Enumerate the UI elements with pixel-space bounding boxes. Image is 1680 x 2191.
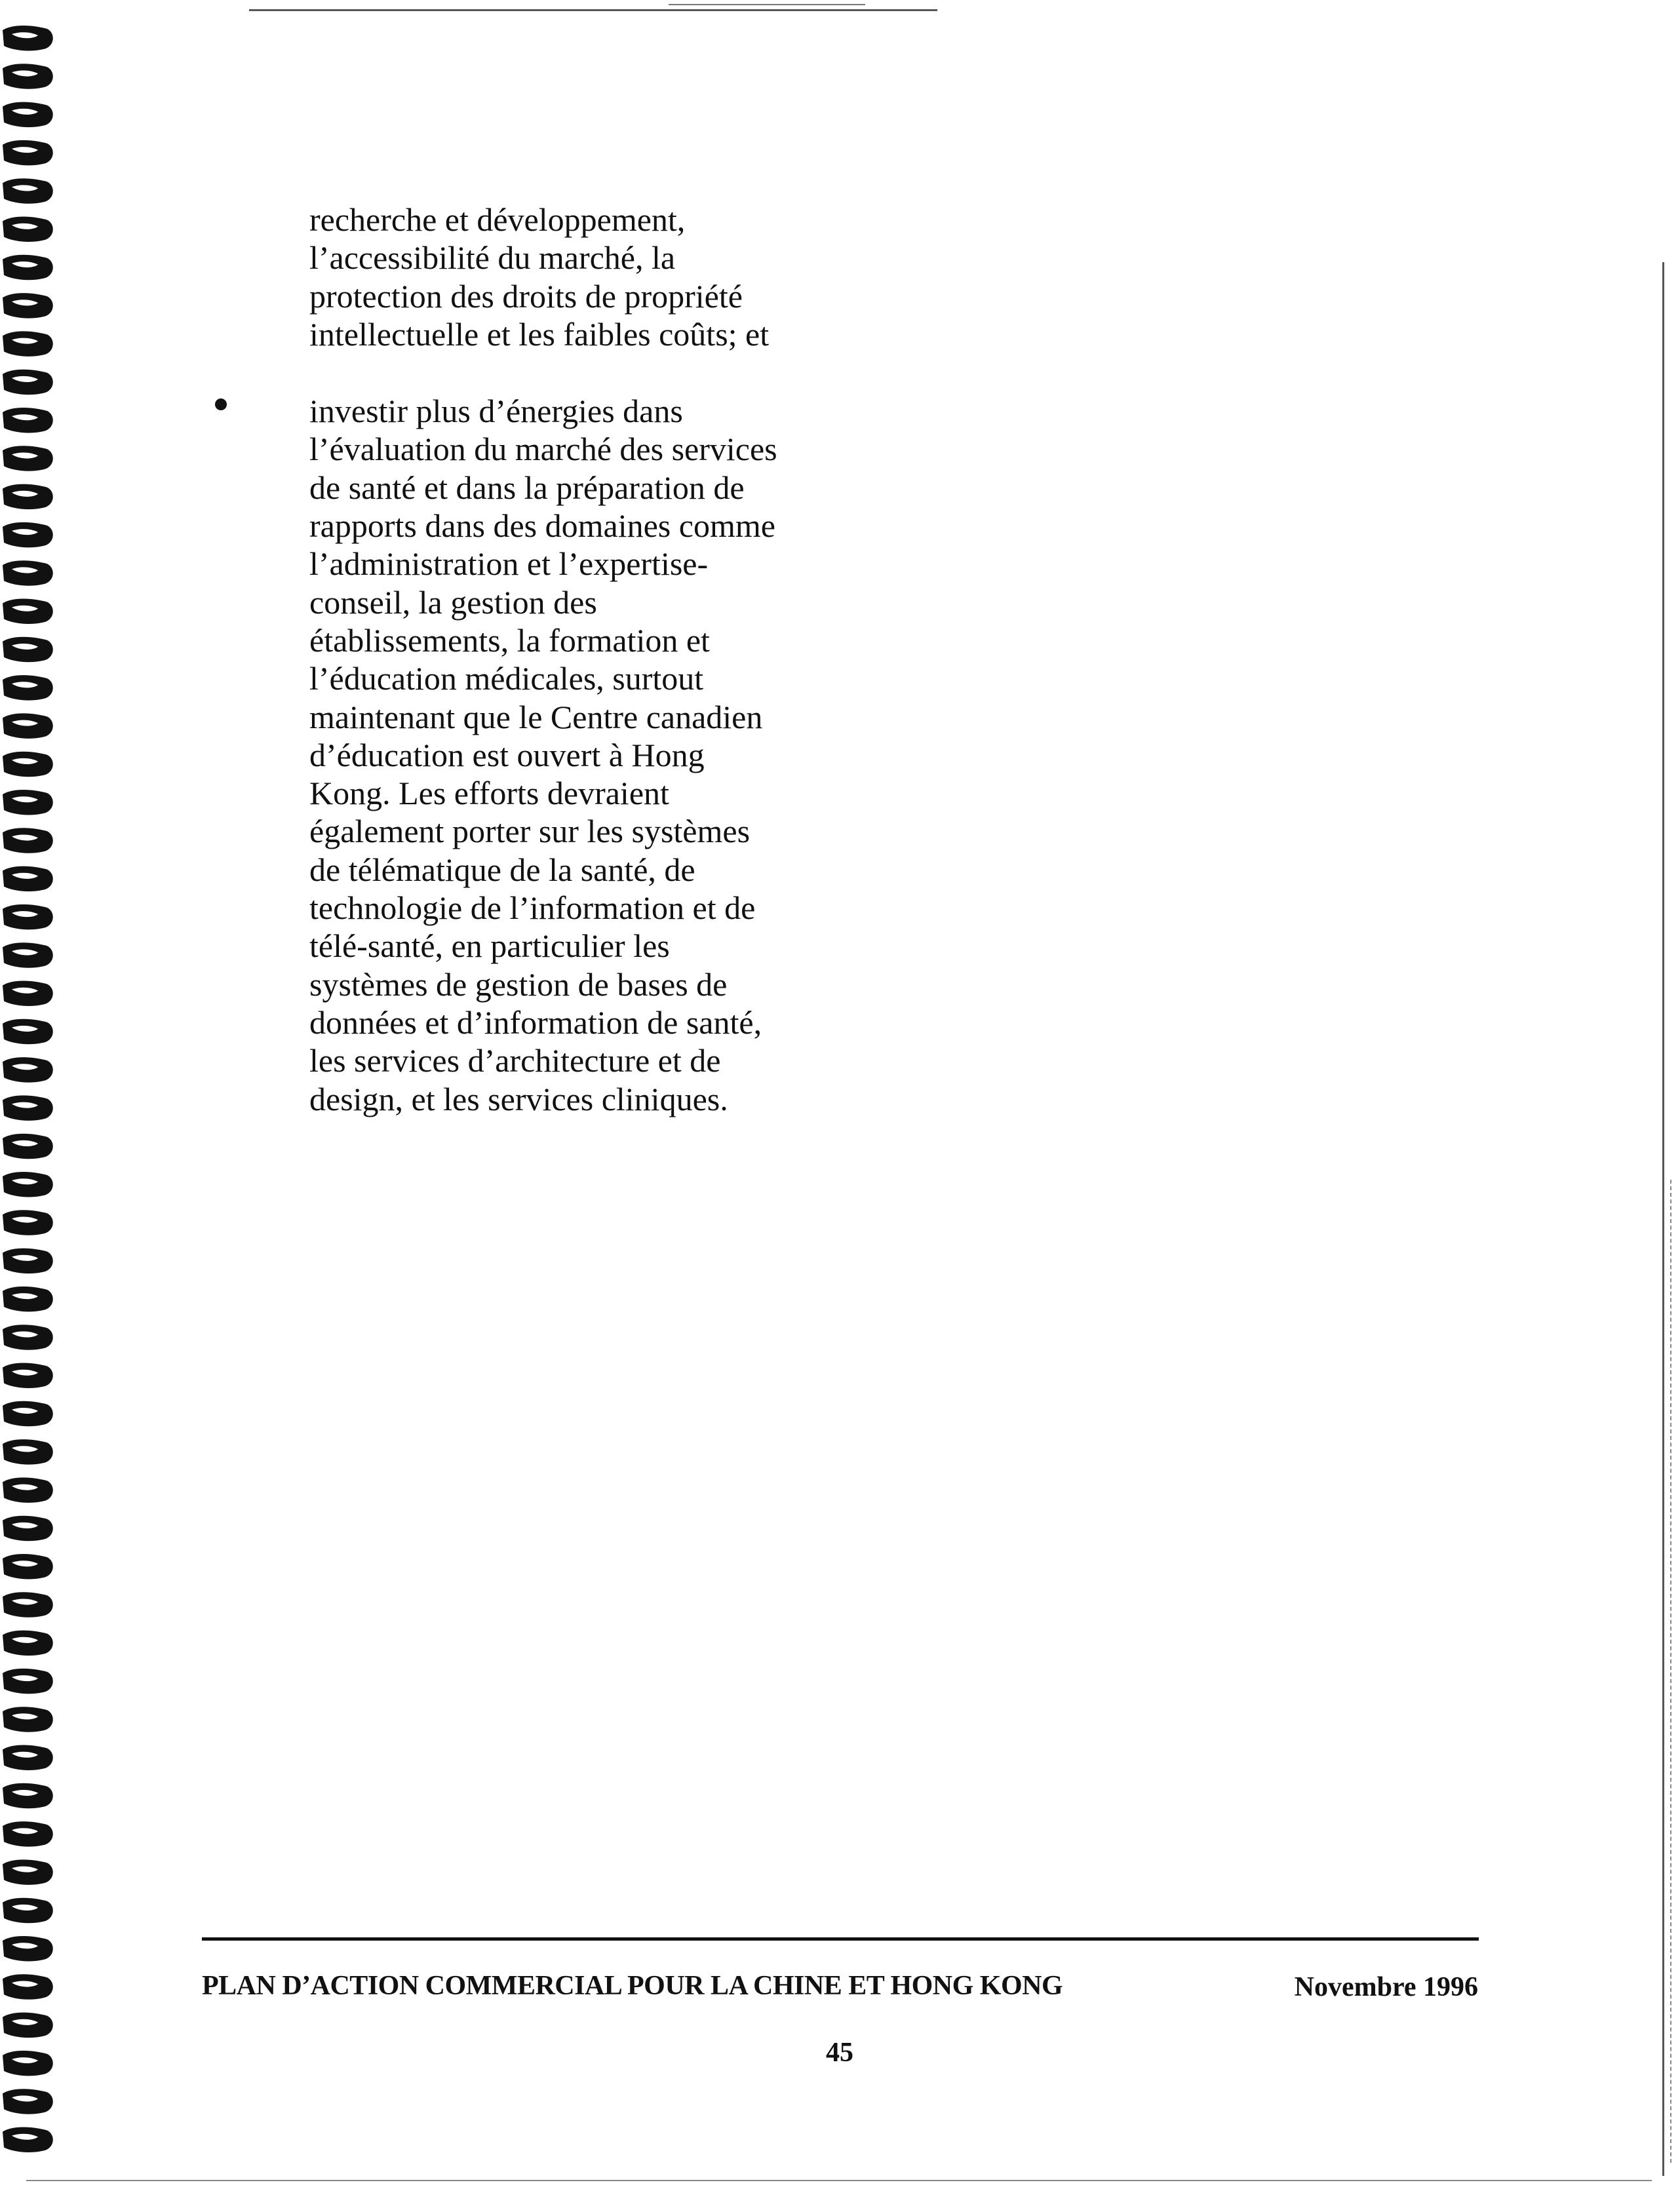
paragraph-continued: [309, 201, 834, 353]
binding-hole-icon: [3, 1974, 53, 1999]
footer-date: Novembre 1996: [1294, 1972, 1478, 2002]
binding-hole-icon: [3, 1325, 53, 1349]
binding-hole-icon: [3, 1477, 53, 1502]
binding-hole-icon: [3, 637, 53, 662]
text-line: rapports dans des domaines comme: [309, 507, 775, 545]
scan-edge-top-secondary: [669, 4, 865, 5]
binding-hole-icon: [3, 64, 53, 88]
text-line: conseil, la gestion des: [309, 583, 597, 621]
binding-hole-icon: [3, 1287, 53, 1311]
bullet-icon: [215, 398, 227, 410]
text-line: Kong. Les efforts devraient: [309, 775, 669, 812]
text-line: maintenant que le Centre canadien: [309, 698, 763, 735]
binding-hole-icon: [3, 1745, 53, 1770]
binding-hole-icon: [3, 1172, 53, 1197]
binding-hole-icon: [3, 1592, 53, 1617]
text-line: l’administration et l’expertise-: [309, 545, 709, 583]
binding-hole-icon: [3, 2013, 53, 2038]
binding-hole-icon: [3, 1821, 53, 1846]
binding-hole-icon: [3, 675, 53, 700]
text-line: de télématique de la santé, de: [309, 851, 695, 888]
binding-hole-icon: [3, 1210, 53, 1235]
binding-hole-icon: [3, 1707, 53, 1732]
binding-hole-icon: [3, 2089, 53, 2114]
text-line: également porter sur les systèmes: [309, 813, 751, 850]
binding-hole-icon: [3, 790, 53, 815]
text-line: établissements, la formation et: [309, 621, 710, 659]
text-line: l’évaluation du marché des services: [309, 431, 777, 468]
scan-edge-right-secondary: [1670, 1180, 1671, 2163]
binding-hole-icon: [3, 1516, 53, 1541]
text-line: systèmes de gestion de bases de: [309, 965, 728, 1003]
binding-hole-icon: [3, 1363, 53, 1388]
binding-hole-icon: [3, 752, 53, 777]
binding-hole-icon: [3, 904, 53, 929]
binding-hole-icon: [3, 331, 53, 356]
text-line: technologie de l’information et de: [309, 889, 756, 927]
binding-hole-icon: [3, 26, 53, 50]
binding-hole-icon: [3, 1439, 53, 1464]
binding-hole-icon: [3, 2127, 53, 2152]
binding-hole-icon: [3, 370, 53, 395]
binding-hole-icon: [3, 1401, 53, 1426]
text-line: protection des droits de propriété: [309, 277, 743, 315]
spiral-binding: [0, 20, 62, 2156]
scan-edge-top: [249, 9, 937, 11]
binding-hole-icon: [3, 140, 53, 165]
text-line: l’éducation médicales, surtout: [309, 660, 704, 697]
text-line: d’éducation est ouvert à Hong: [309, 736, 705, 773]
text-line: les services d’architecture et de: [309, 1042, 721, 1079]
binding-hole-icon: [3, 408, 53, 433]
binding-hole-icon: [3, 522, 53, 547]
binding-hole-icon: [3, 484, 53, 509]
footer-document-title: PLAN D’ACTION COMMERCIAL POUR LA CHINE ET HONG KONG: [202, 1971, 1063, 2001]
binding-hole-icon: [3, 1669, 53, 1694]
binding-hole-icon: [3, 942, 53, 967]
page-number: 45: [826, 2038, 853, 2068]
footer-divider: [202, 1937, 1479, 1941]
text-line: design, et les services cliniques.: [309, 1080, 728, 1117]
text-line: données et d’information de santé,: [309, 1003, 762, 1041]
binding-hole-icon: [3, 981, 53, 1006]
binding-hole-icon: [3, 446, 53, 471]
binding-hole-icon: [3, 1019, 53, 1044]
binding-holes-icon: [0, 20, 62, 2156]
binding-hole-icon: [3, 293, 53, 318]
binding-hole-icon: [3, 866, 53, 891]
binding-hole-icon: [3, 599, 53, 624]
binding-hole-icon: [3, 1631, 53, 1656]
scan-edge-right: [1662, 262, 1664, 2176]
binding-hole-icon: [3, 1898, 53, 1923]
text-line: de santé et dans la préparation de: [309, 469, 745, 506]
binding-hole-icon: [3, 1783, 53, 1808]
binding-hole-icon: [3, 713, 53, 738]
binding-hole-icon: [3, 828, 53, 853]
bullet-paragraph: [309, 392, 834, 1118]
binding-hole-icon: [3, 217, 53, 242]
text-line: investir plus d’énergies dans: [309, 393, 683, 430]
binding-hole-icon: [3, 255, 53, 280]
binding-hole-icon: [3, 2051, 53, 2076]
binding-hole-icon: [3, 178, 53, 203]
text-line: recherche et développement,: [309, 201, 686, 238]
text-line: télé-santé, en particulier les: [309, 927, 670, 965]
binding-hole-icon: [3, 1134, 53, 1159]
binding-hole-icon: [3, 102, 53, 127]
paragraph-spacer: [309, 353, 834, 392]
body-text: [309, 201, 834, 1118]
binding-hole-icon: [3, 1859, 53, 1884]
scan-edge-bottom: [26, 2180, 1652, 2181]
binding-hole-icon: [3, 1249, 53, 1273]
binding-hole-icon: [3, 1095, 53, 1120]
binding-hole-icon: [3, 1936, 53, 1961]
text-line: l’accessibilité du marché, la: [309, 239, 676, 277]
binding-hole-icon: [3, 1057, 53, 1082]
text-line: intellectuelle et les faibles coûts; et: [309, 315, 770, 353]
binding-hole-icon: [3, 1554, 53, 1579]
binding-hole-icon: [3, 560, 53, 585]
